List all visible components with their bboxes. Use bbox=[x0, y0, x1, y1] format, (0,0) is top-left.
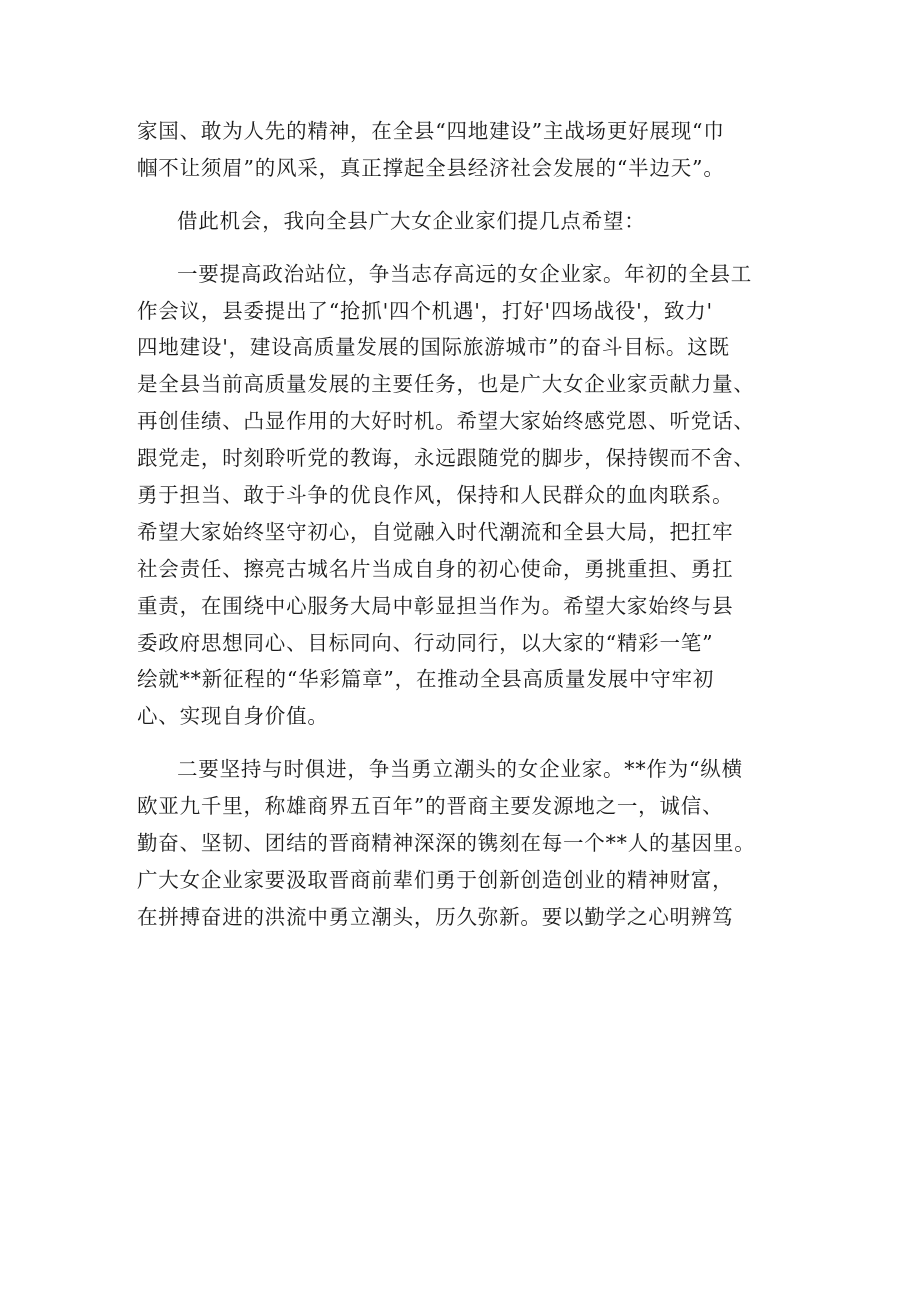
paragraph-3 bbox=[137, 256, 802, 736]
text-line: 心、实现自身价值。 bbox=[137, 704, 329, 729]
text-line: 二要坚持与时俱进，争当勇立潮头的女企业家。**作为“纵横 bbox=[177, 757, 743, 782]
text-line: 委政府思想同心、目标同向、行动同行，以大家的“精彩一笔” bbox=[137, 630, 714, 655]
text-line: 社会责任、擦亮古城名片当成自身的初心使命，勇挑重担、勇扛 bbox=[137, 556, 734, 581]
text-line: 在拼搏奋进的洪流中勇立潮头，历久弥新。要以勤学之心明辨笃 bbox=[137, 904, 734, 929]
text-line: 再创佳绩、凸显作用的大好时机。希望大家始终感党恩、听党话、 bbox=[137, 409, 755, 434]
text-line: 作会议，县委提出了“抢抓'四个机遇'，打好'四场战役'，致力' bbox=[137, 298, 713, 323]
text-line: 借此机会，我向全县广大女企业家们提几点希望： bbox=[177, 208, 646, 233]
paragraph-1 bbox=[137, 113, 802, 187]
text-line: 绘就**新征程的“华彩篇章”，在推动全县高质量发展中守牢初 bbox=[137, 667, 715, 692]
paragraph-2 bbox=[137, 203, 802, 240]
document-body bbox=[137, 113, 802, 952]
text-line: 勇于担当、敢于斗争的优良作风，保持和人民群众的血肉联系。 bbox=[137, 483, 734, 508]
text-line: 一要提高政治站位，争当志存高远的女企业家。年初的全县工 bbox=[177, 261, 753, 286]
text-line: 欧亚九千里，称雄商界五百年”的晋商主要发源地之一，诚信、 bbox=[137, 794, 724, 819]
text-line: 跟党走，时刻聆听党的教诲，永远跟随党的脚步，保持锲而不舍、 bbox=[137, 446, 755, 471]
paragraph-4 bbox=[137, 751, 802, 935]
text-line: 广大女企业家要汲取晋商前辈们勇于创新创造创业的精神财富， bbox=[137, 867, 734, 892]
text-line: 帼不让须眉”的风采，真正撑起全县经济社会发展的“半边天”。 bbox=[137, 155, 725, 180]
text-line: 勤奋、坚韧、团结的晋商精神深深的镌刻在每一个**人的基因里。 bbox=[137, 831, 756, 856]
text-line: 重责，在围绕中心服务大局中彰显担当作为。希望大家始终与县 bbox=[137, 593, 734, 618]
text-line: 希望大家始终坚守初心，自觉融入时代潮流和全县大局，把扛牢 bbox=[137, 519, 734, 544]
text-line: 家国、敢为人先的精神，在全县“四地建设”主战场更好展现“巾 bbox=[137, 119, 725, 143]
text-line: 四地建设'，建设高质量发展的国际旅游城市”的奋斗目标。这既 bbox=[137, 335, 730, 360]
text-line: 是全县当前高质量发展的主要任务，也是广大女企业家贡献力量、 bbox=[137, 372, 755, 397]
